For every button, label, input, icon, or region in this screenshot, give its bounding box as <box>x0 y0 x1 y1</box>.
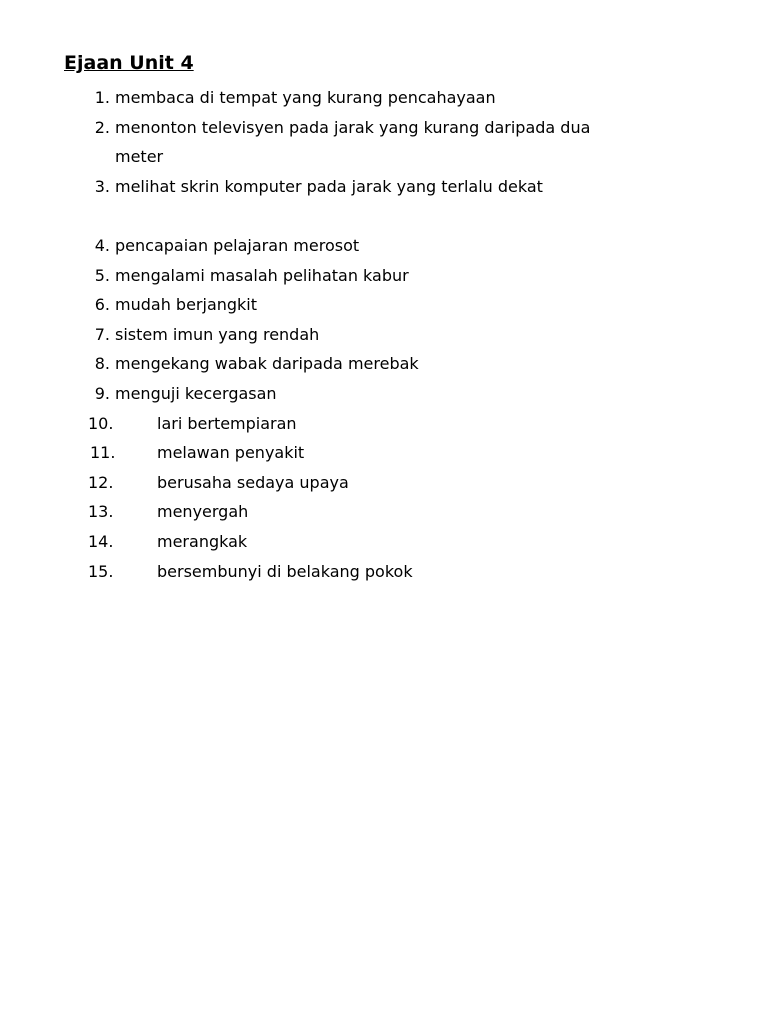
list-item <box>0 497 768 527</box>
item-malay-text: melawan penyakit <box>157 443 305 463</box>
item-text <box>115 295 257 314</box>
item-malay-text: mengalami masalah pelihatan kabur <box>115 265 409 285</box>
list-item <box>0 231 768 261</box>
item-number: 10. <box>88 413 114 433</box>
list-item <box>0 409 768 439</box>
item-number: 14. <box>88 531 114 551</box>
list-item <box>0 113 768 172</box>
item-number: 5. <box>94 265 110 285</box>
vocabulary-list <box>0 83 768 586</box>
list-item <box>0 379 768 409</box>
item-number: 13. <box>88 502 114 522</box>
item-number: 2. <box>94 117 110 137</box>
list-item <box>0 261 768 291</box>
item-malay-text: bersembunyi di belakang pokok <box>157 561 413 581</box>
item-number: 4. <box>94 235 110 255</box>
item-text <box>115 384 277 403</box>
item-number: 12. <box>88 472 114 492</box>
item-number: 7. <box>94 324 110 344</box>
item-text <box>115 88 496 107</box>
list-item <box>0 320 768 350</box>
item-continuation <box>115 201 768 231</box>
list-item <box>0 527 768 557</box>
item-text <box>115 172 768 202</box>
item-malay-text: membaca di tempat yang kurang pencahayaan <box>115 88 496 107</box>
item-number: 1. <box>94 88 110 107</box>
item-text <box>115 325 319 344</box>
item-text <box>115 113 768 143</box>
item-continuation <box>115 142 768 172</box>
item-malay-text: berusaha sedaya upaya <box>157 472 349 492</box>
item-text <box>157 473 349 492</box>
item-malay-text: mengekang wabak daripada merebak <box>115 354 419 374</box>
item-malay-text: menonton televisyen pada jarak yang kurang daripada dua <box>115 117 591 137</box>
item-continuation-text: meter <box>115 147 164 167</box>
list-item <box>0 557 768 587</box>
item-malay-text: lari bertempiaran <box>157 413 297 433</box>
page-title: Ejaan Unit 4 <box>64 52 194 74</box>
item-number: 9. <box>94 383 110 403</box>
item-text <box>157 532 247 551</box>
item-malay-text: melihat skrin komputer pada jarak yang terlalu dekat <box>115 176 543 196</box>
item-text <box>115 266 409 285</box>
item-malay-text: sistem imun yang rendah <box>115 324 320 344</box>
item-number: 6. <box>94 295 110 315</box>
item-text <box>115 236 359 255</box>
item-malay-text: menyergah <box>157 502 249 522</box>
item-malay-text: menguji kecergasan <box>115 383 277 403</box>
item-number: 11. <box>90 443 116 463</box>
item-number: 3. <box>94 176 110 196</box>
item-number: 15. <box>88 561 114 581</box>
list-item <box>0 349 768 379</box>
list-item <box>0 468 768 498</box>
item-malay-text: pencapaian pelajaran merosot <box>115 235 360 255</box>
list-item <box>0 438 768 468</box>
item-malay-text: mudah berjangkit <box>115 295 258 315</box>
item-text <box>157 562 413 581</box>
item-number: 8. <box>94 354 110 374</box>
item-text <box>157 414 297 433</box>
item-malay-text: merangkak <box>157 531 248 551</box>
item-text <box>157 502 248 521</box>
item-text <box>115 354 424 373</box>
list-item <box>0 172 768 231</box>
list-item <box>0 290 768 320</box>
list-item <box>0 83 768 113</box>
item-text <box>157 443 304 462</box>
